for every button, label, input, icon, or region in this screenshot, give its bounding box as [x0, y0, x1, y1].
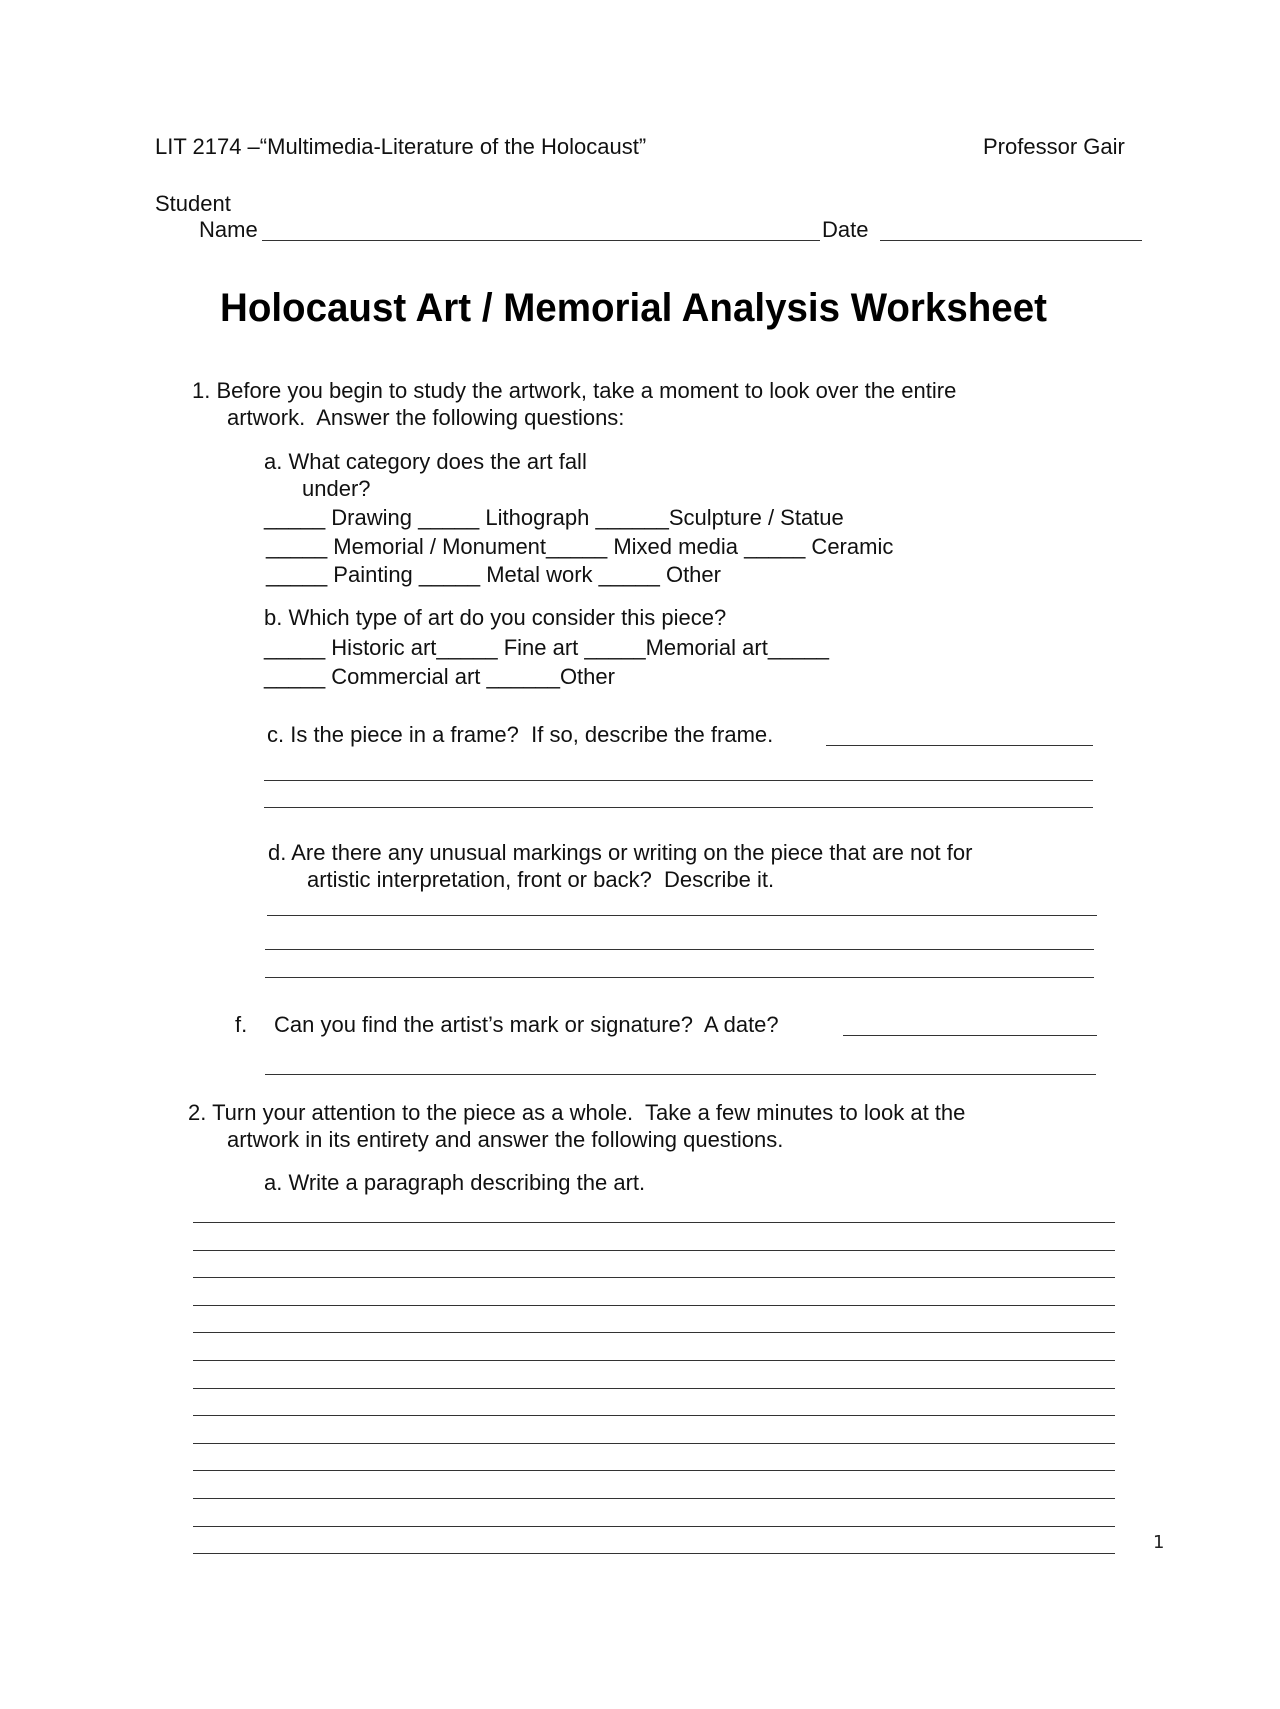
q1b-prompt: b. Which type of art do you consider this piece? — [264, 605, 727, 630]
name-field[interactable] — [262, 240, 820, 241]
q1c-prompt: c. Is the piece in a frame? If so, describe the frame. — [267, 722, 774, 747]
q1a-prompt-line1: a. What category does the art fall — [264, 449, 587, 474]
q1a-prompt-line2: under? — [302, 476, 371, 501]
q1c-answer-line[interactable] — [264, 780, 1093, 781]
q2a-answer-line[interactable] — [193, 1443, 1115, 1444]
q1c-answer-line[interactable] — [826, 745, 1093, 746]
q1-prompt-line1: 1. Before you begin to study the artwork, take a moment to look over the entire — [192, 378, 957, 403]
q2a-answer-line[interactable] — [193, 1360, 1115, 1361]
q1b-options-row[interactable]: _____ Commercial art ______Other — [264, 664, 615, 689]
date-field[interactable] — [880, 240, 1142, 241]
q1-prompt-line2: artwork. Answer the following questions: — [227, 405, 625, 430]
q2a-answer-line[interactable] — [193, 1250, 1115, 1251]
date-label: Date — [822, 217, 869, 242]
name-label: Name — [199, 217, 258, 242]
q2a-answer-line[interactable] — [193, 1277, 1115, 1278]
page-title: Holocaust Art / Memorial Analysis Worksheet — [220, 286, 1047, 330]
q1a-options-row[interactable]: _____ Painting _____ Metal work _____ Other — [266, 562, 721, 587]
q1a-options-row[interactable]: _____ Drawing _____ Lithograph ______Sculpture / Statue — [264, 505, 844, 530]
q2a-answer-line[interactable] — [193, 1332, 1115, 1333]
q1f-prompt: Can you find the artist’s mark or signature? A date? — [274, 1012, 779, 1037]
q2-prompt-line2: artwork in its entirety and answer the following questions. — [227, 1127, 784, 1152]
page-number: 1 — [1153, 1532, 1165, 1553]
professor-name: Professor Gair — [983, 134, 1125, 159]
student-label: Student — [155, 191, 231, 216]
course-title: LIT 2174 –“Multimedia-Literature of the Holocaust” — [155, 134, 647, 159]
q2-prompt-line1: 2. Turn your attention to the piece as a whole. Take a few minutes to look at the — [188, 1100, 966, 1125]
q2a-answer-line[interactable] — [193, 1526, 1115, 1527]
q2a-answer-line[interactable] — [193, 1553, 1115, 1554]
q2a-answer-line[interactable] — [193, 1305, 1115, 1306]
q1a-options-row[interactable]: _____ Memorial / Monument_____ Mixed media _____ Ceramic — [266, 534, 894, 559]
q1d-prompt-line2: artistic interpretation, front or back? Describe it. — [307, 867, 775, 892]
q2a-answer-line[interactable] — [193, 1415, 1115, 1416]
q1d-answer-line[interactable] — [267, 915, 1097, 916]
q2a-answer-line[interactable] — [193, 1470, 1115, 1471]
q1f-answer-line[interactable] — [265, 1074, 1096, 1075]
q1d-answer-line[interactable] — [265, 949, 1094, 950]
q1f-answer-line[interactable] — [843, 1035, 1097, 1036]
q2a-answer-line[interactable] — [193, 1498, 1115, 1499]
q1d-prompt-line1: d. Are there any unusual markings or writing on the piece that are not for — [268, 840, 973, 865]
q1d-answer-line[interactable] — [265, 977, 1094, 978]
q2a-prompt: a. Write a paragraph describing the art. — [264, 1170, 646, 1195]
q1f-label: f. — [235, 1012, 248, 1037]
q2a-answer-line[interactable] — [193, 1222, 1115, 1223]
q2a-answer-line[interactable] — [193, 1388, 1115, 1389]
q1b-options-row[interactable]: _____ Historic art_____ Fine art _____Memorial art_____ — [264, 635, 829, 660]
q1c-answer-line[interactable] — [264, 807, 1093, 808]
